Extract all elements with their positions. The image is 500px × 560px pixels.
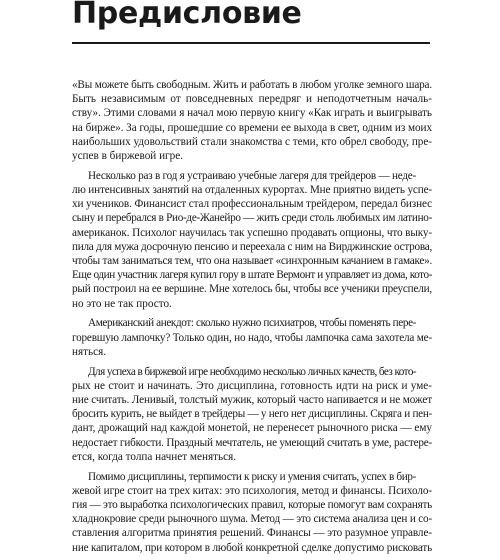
text-line: Помимо дисциплины, терпимости к риску и умения считать, успех в бир- (88, 470, 416, 483)
text-line: ставления алгоритма принятия решений. Финансы — это разумное управле- (72, 527, 432, 540)
paragraph (72, 316, 432, 359)
text-line: Для успеха в биржевой игре необходимо несколько личных качеств, без кото- (88, 365, 416, 378)
text-line: гия — это выработка психологических правил, которые помогут вам сохранять (72, 499, 432, 512)
text-line: няться. (72, 345, 107, 358)
text-line: чтобы там заниматься тем, что она называет «синхронным качанием в гамаке». (72, 255, 432, 268)
text-line: Еще один участник лагеря купил гору в штате Вермонт и управляет из дома, кото- (72, 269, 432, 282)
text-line: бросить курить, не выйдет в трейдеры — у него нет дисциплины. Скряга и пен- (72, 408, 432, 421)
text-line: ству». Этими словами я начал мою первую книгу «Как играть и выигрывать (72, 107, 432, 120)
paragraph (72, 169, 432, 311)
text-line: рый построил на ее вершине. Мне хотелось бы, чтобы все ученики преуспели, (72, 283, 433, 296)
text-line: ние считать. Ленивый, толстый мужик, который часто напивается и не может (72, 394, 433, 407)
paragraph (72, 470, 432, 555)
body-text (72, 78, 432, 560)
text-line: успев в биржевой игре. (72, 150, 184, 163)
paragraph (72, 78, 432, 163)
title-divider (72, 42, 430, 44)
paragraph (72, 365, 432, 464)
text-line: ние капиталом, при котором в любой конкретной сделке допустимо рисковать (72, 541, 433, 554)
text-line: рых не стоит и начинать. Это дисциплина, готовность идти на риск и уме- (72, 379, 432, 392)
text-line: наибольших удовольствий стали знакомства с теми, кто обрел свободу, пре- (72, 135, 432, 148)
text-line: лю интенсивных занятий на отдаленных курортах. Мне приятно видеть успе- (72, 184, 432, 197)
chapter-title: Предисловие (72, 0, 302, 31)
text-line: недостает гибкости. Праздный мечтатель, не умеющий считать в уме, растере- (72, 436, 433, 449)
text-line: хладнокровие среди рыночного шума. Метод — это система анализа цен и со- (72, 513, 432, 526)
text-line: американок. Психолог научилась так успешно продавать опционы, что выку- (72, 226, 432, 239)
text-line: Американский анекдот: сколько нужно психиатров, чтобы поменять пере- (88, 317, 416, 330)
text-line: но это не так просто. (72, 297, 172, 310)
text-line: жевой игре стоит на трех китах: это психология, метод и финансы. Психоло- (72, 484, 432, 497)
text-line: на бирже». За годы, прошедшие со времени ее выхода в свет, одним из моих (72, 121, 432, 134)
text-line: хи учеников. Финансист стал профессиональным трейдером, передал бизнес (72, 198, 432, 211)
text-line: сыну и перебрался в Рио-де-Жанейро — жить среди столь любимых им латино- (72, 212, 432, 225)
text-line: горевшую лампочку? Только один, но надо, чтобы лампочка сама захотела ме- (72, 331, 432, 344)
text-line: пила для мужа досрочную пенсию и переехала с ним на Вирджинские острова, (72, 240, 432, 253)
text-line: Быть независимым от повседневных передряг и неподотчетным началь- (72, 93, 432, 106)
text-line: ется, когда толпа начнет меняться. (72, 450, 237, 463)
text-line: Несколько раз в год я устраиваю учебные лагеря для трейдеров — неде- (88, 169, 416, 182)
text-line: «Вы можете быть свободным. Жить и работать в любом уголке земного шара. (72, 79, 432, 91)
text-line: дант, дрожащий над каждой монетой, не перенесет рыночного риска — ему (72, 422, 432, 435)
